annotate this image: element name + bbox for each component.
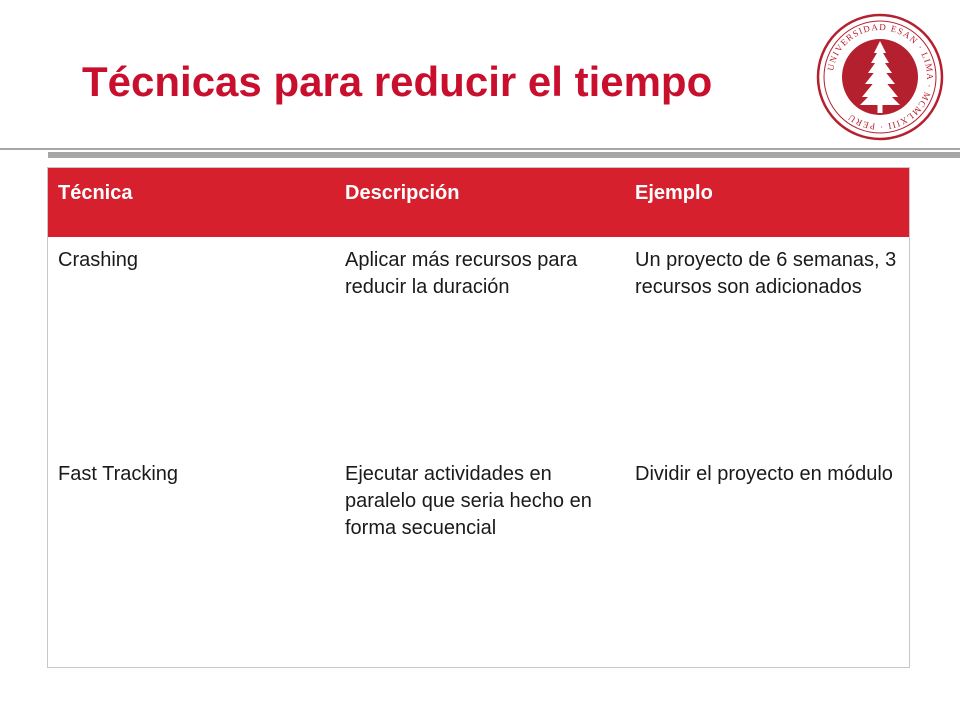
techniques-table [47,167,910,668]
slide-title: Técnicas para reducir el tiempo [82,58,713,105]
cell-ejemplo-crashing: Un proyecto de 6 semanas, 3 recursos son adicionados [635,249,897,298]
university-seal-logo [816,13,944,141]
cell-tecnica-crashing: Crashing [58,249,139,271]
cell-descripcion-crashing: Aplicar más recursos para reducir la duración [345,249,578,298]
cell-tecnica-fast-tracking: Fast Tracking [58,463,179,485]
header-divider-thin [0,148,960,150]
seal-ring-text: UNIVERSIDAD ESAN · LIMA · MCMLXIII · PERU [825,21,936,133]
column-header-descripcion: Descripción [345,182,460,204]
cell-descripcion-fast-tracking: Ejecutar actividades en paralelo que seria hecho en forma secuencial [345,463,592,539]
header-divider-thick [48,152,960,158]
cell-ejemplo-fast-tracking: Dividir el proyecto en módulo [635,463,893,485]
column-header-ejemplo: Ejemplo [635,182,713,204]
column-header-tecnica: Técnica [58,182,133,204]
